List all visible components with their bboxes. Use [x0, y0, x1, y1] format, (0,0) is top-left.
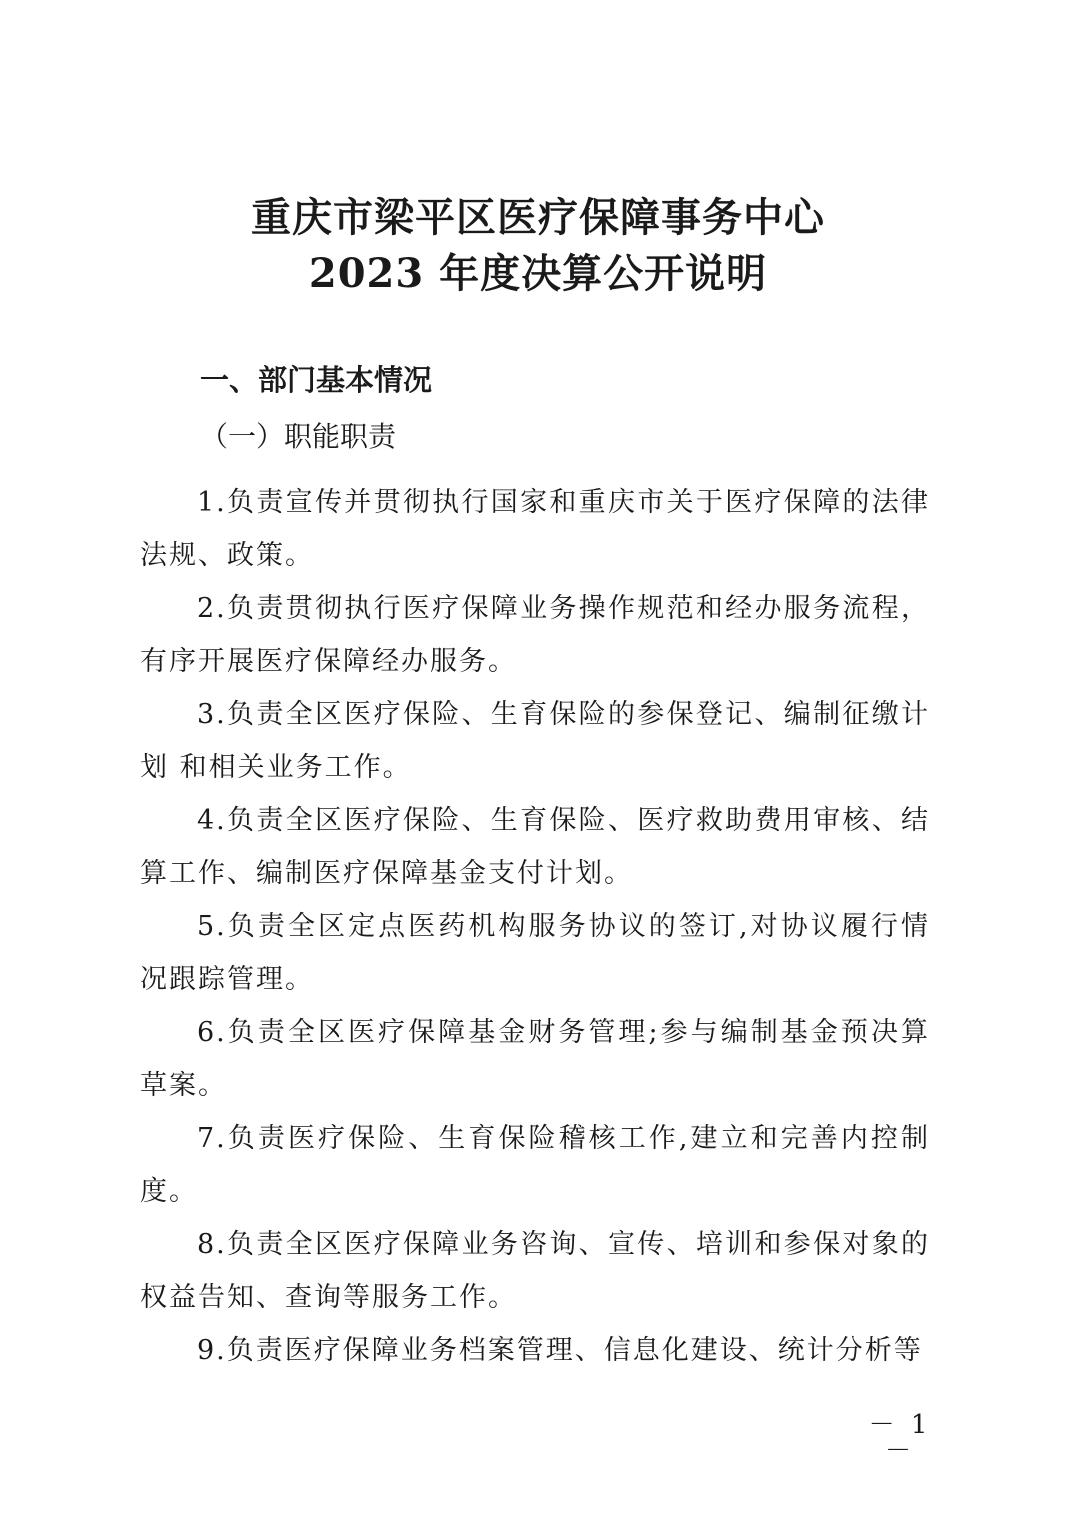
duty-item-9: 9.负责医疗保障业务档案管理、信息化建设、统计分析等	[197, 1335, 923, 1366]
duty-item-6: 6.负责全区医疗保障基金财务管理;参与编制基金预决算草案。	[140, 1017, 930, 1101]
duty-item-3: 3.负责全区医疗保险、生育保险的参保登记、编制征缴计划 和相关业务工作。	[140, 699, 930, 783]
duty-item-1: 1.负责宣传并贯彻执行国家和重庆市关于医疗保障的法律法规、政策。	[140, 487, 930, 571]
duty-item-7: 7.负责医疗保险、生育保险稽核工作,建立和完善内控制度。	[140, 1123, 930, 1207]
duty-item-5: 5.负责全区定点医药机构服务协议的签订,对协议履行情况跟踪管理。	[140, 911, 930, 995]
duty-item-8: 8.负责全区医疗保障业务咨询、宣传、培训和参保对象的权益告知、查询等服务工作。	[140, 1229, 930, 1313]
duty-item-4: 4.负责全区医疗保险、生育保险、医疗救助费用审核、结算工作、编制医疗保障基金支付计划。	[140, 805, 930, 889]
document-title-line-2: 2023 年度决算公开说明	[308, 250, 768, 297]
page-number: － 1 －	[868, 1410, 932, 1466]
section-subheading: （一）职能职责	[200, 420, 397, 453]
section-heading: 一、部门基本情况	[200, 363, 433, 397]
duties-list	[140, 476, 930, 1377]
document-title-line-1: 重庆市梁平区医疗保障事务中心	[251, 194, 825, 241]
duty-item-2: 2.负责贯彻执行医疗保障业务操作规范和经办服务流程，有序开展医疗保障经办服务。	[140, 593, 930, 677]
